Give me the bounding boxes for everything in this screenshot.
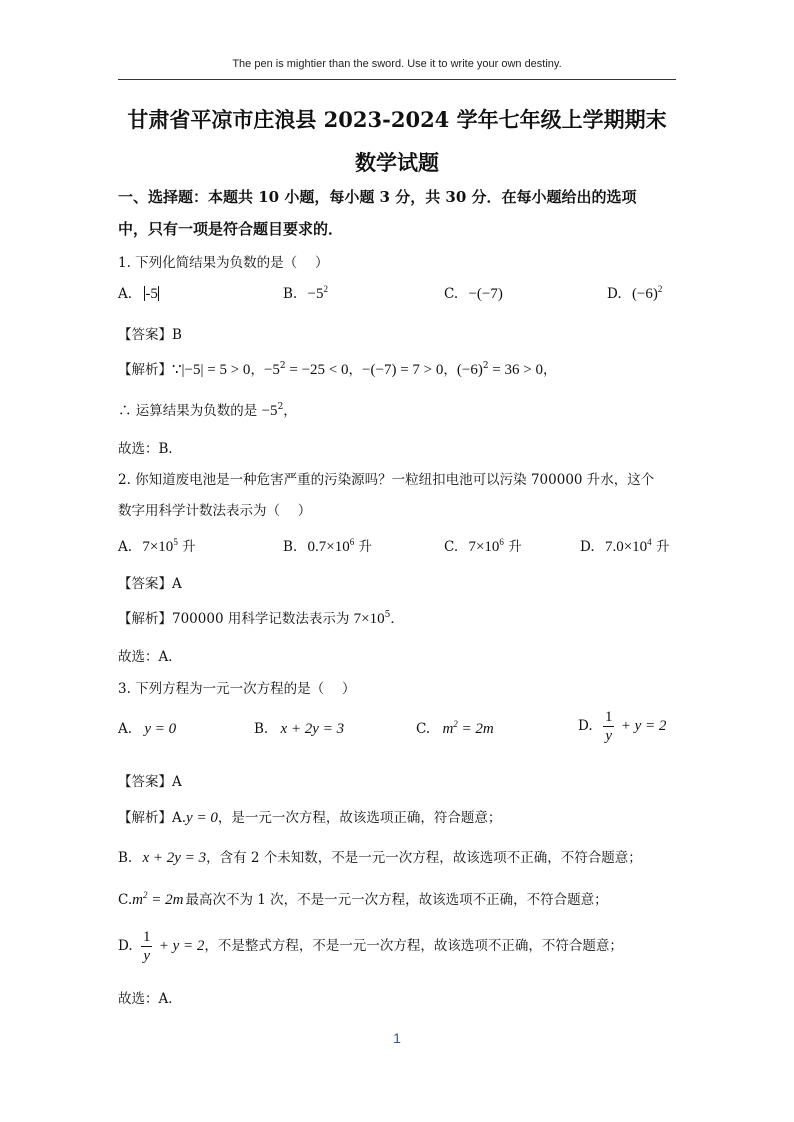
q2-option-d (580, 535, 669, 556)
option-unit: 升 (182, 539, 196, 555)
q3-option-d (578, 708, 666, 745)
q1-analysis-line2 (118, 399, 297, 420)
analysis-math: −5 (261, 403, 278, 419)
q3-analysis-a (118, 806, 501, 827)
q3-analysis-c (118, 888, 608, 909)
analysis-math: |−5| = 5 > 0 (181, 362, 251, 378)
option-unit: 升 (358, 539, 373, 555)
q2-answer: 【答案】A (118, 576, 182, 592)
fraction-denominator: y (143, 948, 151, 964)
q1-option-c (444, 286, 503, 303)
option-label: C. (444, 539, 459, 555)
analysis-separator: ， (283, 403, 297, 419)
page-number: 1 (393, 1030, 401, 1046)
analysis-prefix: C. (118, 892, 133, 908)
option-math: m (442, 721, 454, 737)
analysis-math: y = 0 (186, 810, 218, 826)
exam-subtitle: 数学试题 (355, 150, 439, 175)
q1-analysis-line1 (118, 358, 556, 379)
option-math: 7.0×10 (604, 539, 648, 555)
option-math: −5 (307, 286, 324, 302)
exponent: 5 (384, 610, 391, 620)
q1-conclusion: 故选：B． (118, 441, 182, 457)
q3-answer: 【答案】A (118, 774, 182, 790)
option-label: A. (118, 539, 133, 555)
option-label: A. (118, 721, 133, 737)
analysis-math: x + 2y = 3 (142, 850, 207, 866)
exponent: 2 (142, 890, 148, 900)
q3-option-a (118, 721, 176, 738)
option-label: D. (578, 718, 593, 734)
q2-option-c (444, 535, 522, 556)
fraction-denominator: y (605, 728, 613, 744)
option-unit: 升 (655, 539, 670, 555)
q3-analysis-b (118, 846, 642, 867)
q3-option-b (254, 721, 344, 738)
section-heading-line2: 中，只有一项是符合题目要求的． (118, 220, 344, 238)
analysis-text: ，不是整式方程，不是一元一次方程，故该选项不正确，不符合题意； (204, 938, 623, 954)
exponent: 2 (277, 402, 284, 412)
question-3-stem: 3. 下列方程为一元一次方程的是（ ） (118, 681, 356, 697)
q1-option-d (607, 286, 662, 303)
fraction (603, 708, 615, 745)
option-unit: 升 (508, 539, 522, 555)
q3-option-c (416, 721, 494, 738)
option-math: 7×10 (142, 539, 174, 555)
option-math: x + 2y = 3 (280, 721, 345, 737)
option-label: B. (283, 539, 298, 555)
exponent: 2 (323, 284, 328, 294)
option-label: C. (444, 286, 459, 302)
q1-answer: 【答案】B (118, 327, 182, 343)
option-math: 7×10 (468, 539, 500, 555)
option-label: A. (118, 286, 133, 302)
q1-option-b (283, 286, 328, 303)
analysis-math: + y = 2 (158, 938, 205, 954)
option-math: + y = 2 (620, 718, 667, 734)
option-math: -5 (145, 286, 158, 302)
q2-option-b (283, 535, 372, 556)
exponent: 4 (647, 537, 652, 547)
exponent: 2 (482, 361, 489, 371)
question-1-stem: 1. 下列化简结果为负数的是（ ） (118, 255, 329, 271)
exponent: 2 (657, 284, 663, 294)
analysis-prefix: A. (172, 810, 187, 826)
analysis-prefix: B. (118, 850, 133, 866)
analysis-math: = 36 > 0 (488, 362, 543, 378)
option-math: = 2m (457, 721, 494, 737)
q2-option-a (118, 535, 196, 556)
option-math: y = 0 (144, 721, 177, 737)
question-2-stem-line2: 数字用科学计数法表示为（ ） (118, 503, 312, 519)
fraction-numerator: 1 (142, 929, 151, 945)
analysis-label: 【解析】 (118, 611, 172, 627)
fraction (141, 928, 153, 965)
absolute-bar (158, 286, 159, 301)
analysis-text: 最高次不为 1 次，不是一元一次方程，故该选项不正确，不符合题意； (185, 892, 608, 908)
analysis-prefix: D. (118, 938, 133, 954)
analysis-separator: ， (250, 362, 264, 378)
option-math: 0.7×10 (307, 539, 350, 555)
analysis-math: (−6) (456, 362, 483, 378)
q1-option-a (118, 286, 159, 303)
analysis-text: 700000 用科学记数法表示为 (172, 611, 354, 627)
analysis-separator: ， (348, 362, 363, 378)
question-2-stem-line1: 2. 你知道废电池是一种危害严重的污染源吗？一粒纽扣电池可以污染 700000 升水，这个 (118, 472, 655, 488)
option-label: D. (607, 286, 622, 302)
analysis-math: m (132, 892, 143, 908)
analysis-math: −5 (263, 362, 280, 378)
option-math: −(−7) (468, 286, 503, 302)
q3-conclusion: 故选：A． (118, 991, 182, 1007)
analysis-separator: ， (542, 362, 557, 378)
exponent: 2 (453, 719, 458, 729)
exponent: 5 (173, 537, 178, 547)
option-label: C. (416, 721, 431, 737)
analysis-text: ，是一元一次方程，故该选项正确，符合题意； (217, 810, 502, 826)
q2-conclusion: 故选：A． (118, 649, 182, 665)
exponent: 6 (349, 537, 355, 547)
analysis-separator: ． (390, 611, 404, 627)
q2-analysis (118, 607, 404, 628)
q3-analysis-d (118, 928, 623, 965)
analysis-separator: ， (443, 362, 457, 378)
analysis-math: = 2m (147, 892, 184, 908)
analysis-text: ∴ 运算结果为负数的是 (118, 403, 262, 419)
analysis-math: 7×10 (353, 611, 385, 627)
exam-title: 甘肃省平凉市庄浪县 2023-2024 学年七年级上学期期末 (127, 107, 667, 132)
analysis-label: 【解析】 (118, 362, 172, 378)
analysis-label: 【解析】 (118, 810, 172, 826)
analysis-math: = −25 < 0 (285, 362, 349, 378)
header-motto: The pen is mightier than the sword. Use it to write your own destiny. (232, 58, 562, 70)
option-label: B. (283, 286, 298, 302)
because-symbol: ∵ (172, 362, 182, 378)
header-divider (118, 79, 676, 80)
exponent: 2 (279, 361, 286, 371)
fraction-numerator: 1 (604, 709, 613, 725)
analysis-text: ，含有 2 个未知数，不是一元一次方程，故该选项不正确，不符合题意； (206, 850, 642, 866)
section-heading-line1: 一、选择题：本题共 10 小题，每小题 3 分，共 30 分．在每小题给出的选项 (118, 188, 637, 206)
analysis-math: −(−7) = 7 > 0 (362, 362, 444, 378)
option-math: (−6) (631, 286, 658, 302)
option-label: B. (254, 721, 269, 737)
exponent: 6 (499, 537, 504, 547)
option-label: D. (580, 539, 595, 555)
